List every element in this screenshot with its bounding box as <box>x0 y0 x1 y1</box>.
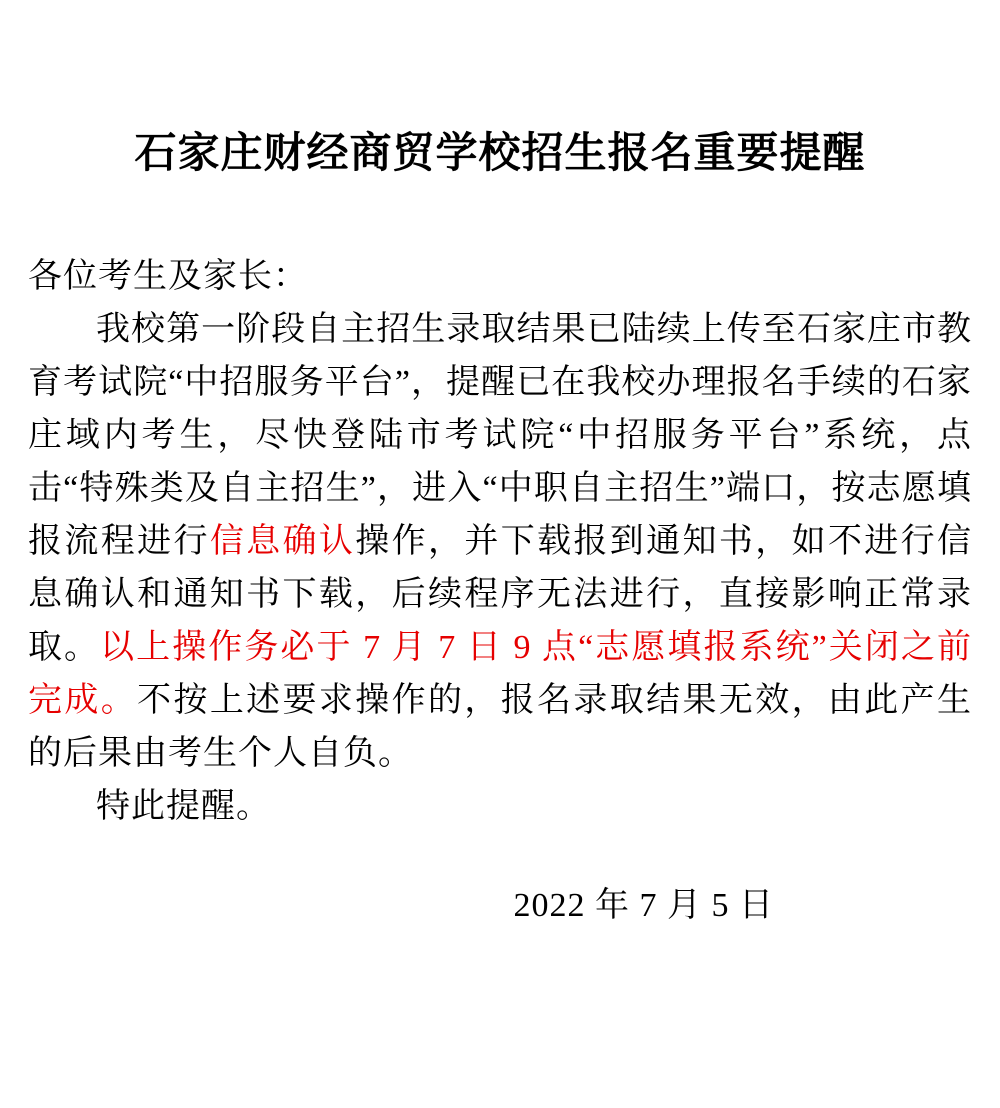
paragraph-segment: 操作，并下载报到通知书，如不进行信息确认和通知书下载，后续程序无法进行，直接影响正常录取。 <box>28 523 973 666</box>
document-title: 石家庄财经商贸学校招生报名重要提醒 <box>134 131 866 177</box>
date-line: 2022 年 7 月 5 日 <box>513 887 774 924</box>
closing-line: 特此提醒。 <box>96 788 271 825</box>
paragraph-segment-red-emphasis: 信息确认 <box>209 523 356 560</box>
notice-document <box>0 130 1000 1108</box>
body-paragraph <box>28 303 972 780</box>
paragraph-segment-red-emphasis: 以上操作务必于 7 月 7 日 9 点“志愿填报系统”关闭之前完成。 <box>28 629 972 719</box>
salutation: 各位考生及家长： <box>28 258 308 295</box>
paragraph-segment: 我校第一阶段自主招生录取结果已陆续上传至石家庄市教育考试院“中招服务平台”，提醒已在我校办理报名手续的石家庄域内考生，尽快登陆市考试院“中招服务平台”系统，点击“特殊类及自主招生”，进入“中职自主招生”端口，按志愿填报流程进行 <box>28 311 972 560</box>
document-body <box>28 250 972 932</box>
paragraph-segment: 不按上述要求操作的，报名录取结果无效，由此产生的后果由考生个人自负。 <box>28 682 973 772</box>
